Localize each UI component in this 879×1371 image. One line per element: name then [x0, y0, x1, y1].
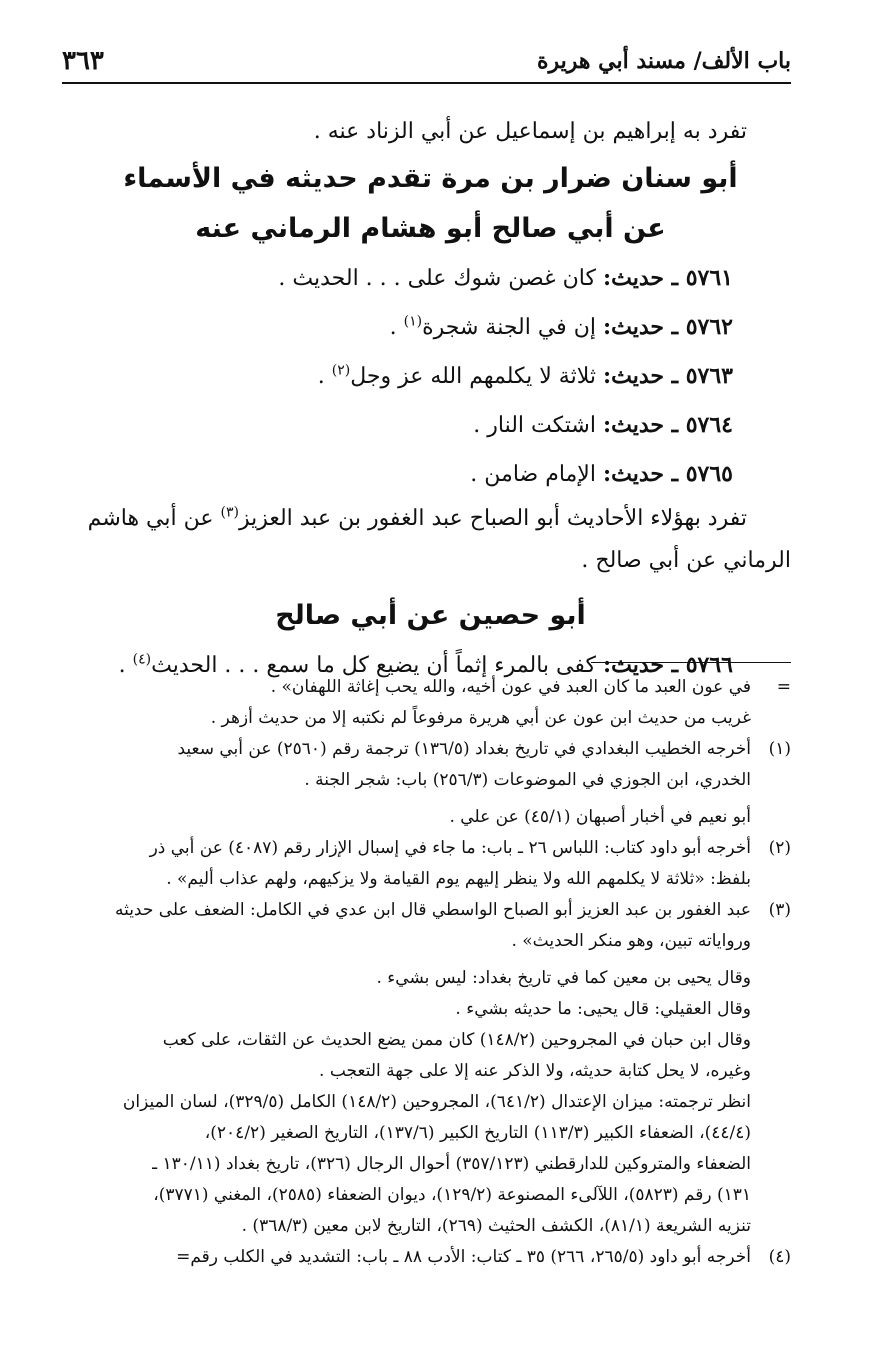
hadith-entry: ٥٧٦٣ ـ حديث: ثلاثة لا يكلمهم الله عز وجل$^{(٢)}$ .: [317, 362, 733, 389]
hadith-entry: ٥٧٦٤ ـ حديث: اشتكت النار .: [473, 412, 733, 438]
footnote-marker: =: [776, 677, 791, 697]
hadith-text: إن في الجنة شجرة: [422, 315, 596, 340]
footnote-continuation: [66, 672, 791, 734]
footnote-line: وقال العقيلي: قال يحيى: ما حديثه بشيء .: [455, 999, 751, 1019]
hadith-end: .: [389, 315, 404, 340]
footnote-divider: [591, 662, 791, 663]
footnote-line: ورواياته تبين، وهو منكر الحديث» .: [511, 931, 751, 951]
footnote-line: أخرجه أبو داود كتاب: اللباس ٢٦ ـ باب: ما جاء في إسبال الإزار رقم (٤٠٨٧) عن أبي ذر: [149, 838, 751, 858]
hadith-entry: ٥٧٦٢ ـ حديث: إن في الجنة شجرة$^{(١)}$ .: [389, 313, 733, 340]
summary-line-2: الرماني عن أبي صالح .: [581, 548, 791, 573]
hadith-text: كان غصن شوك على . . . الحديث .: [278, 266, 596, 291]
footnote-ref[interactable]: (٢): [331, 362, 351, 379]
footnote-line: أبو نعيم في أخبار أصبهان (٤٥/١) عن علي .: [449, 807, 751, 827]
footnote-ref[interactable]: (٤): [132, 651, 152, 668]
footnote-line: الخدري، ابن الجوزي في الموضوعات (٢٥٦/٣) باب: شجر الجنة .: [304, 770, 751, 790]
footnote-marker: (٤): [768, 1247, 791, 1267]
hadith-text: الإمام ضامن .: [470, 462, 596, 487]
hadith-text: اشتكت النار .: [473, 413, 596, 438]
footnotes: [66, 672, 791, 1273]
footnote-line: في عون العبد ما كان العبد في عون أخيه، والله يحب إغاثة اللهفان» .: [270, 677, 751, 697]
footnote-line: بلفظ: «ثلاثة لا يكلمهم الله ولا ينظر إليهم يوم القيامة ولا يزكيهم، ولهم عذاب أليم» .: [166, 869, 751, 889]
section-heading-1-line-1: أبو سنان ضرار بن مرة تقدم حديثه في الأسماء: [123, 163, 738, 194]
main-text: [70, 110, 791, 690]
footnote-line: تنزيه الشريعة (٨١/١)، الكشف الحثيث (٢٦٩)، التاريخ لابن معين (٣٦٨/٣) .: [241, 1216, 751, 1236]
summary-line-1: [70, 499, 791, 539]
hadith-text: كفى بالمرء إثماً أن يضيع كل ما سمع . . . الحديث: [151, 653, 596, 678]
footnote-2: [66, 833, 791, 895]
footnote-marker: (٢): [768, 838, 791, 858]
footnote-line: أخرجه الخطيب البغدادي في تاريخ بغداد (١٣٦/٥) ترجمة رقم (٢٥٦٠) عن أبي سعيد: [177, 739, 751, 759]
section-heading-1-line-2: عن أبي صالح أبو هشام الرماني عنه: [195, 213, 666, 244]
hadith-number: ٥٧٦٢: [685, 314, 733, 340]
footnote-1: [66, 734, 791, 833]
running-head: باب الألف/ مسند أبي هريرة: [527, 48, 791, 74]
footnote-marker: (١): [768, 739, 791, 759]
footnote-line: أخرجه أبو داود (٢٦٥/٥، ٢٦٦) ٣٥ ـ كتاب: الأدب ٨٨ ـ باب: التشديد في الكلب رقم=: [176, 1247, 751, 1267]
section-heading-2: أبو حصين عن أبي صالح: [275, 600, 586, 631]
footnote-3: [66, 895, 791, 1242]
hadith-entry: ٥٧٦٥ ـ حديث: الإمام ضامن .: [470, 461, 733, 487]
footnote-ref[interactable]: (١): [403, 313, 423, 330]
header-rule: [62, 82, 791, 84]
footnote-4: [66, 1242, 791, 1273]
hadith-number: ٥٧٦٤: [685, 412, 733, 438]
footnote-line: وقال ابن حبان في المجروحين (١٤٨/٢) كان ممن يضع الحديث عن الثقات، على كعب: [162, 1030, 751, 1050]
intro-line: تفرد به إبراهيم بن إسماعيل عن أبي الزناد عنه .: [313, 119, 747, 144]
page-header: [62, 44, 791, 84]
footnote-marker: (٣): [768, 900, 791, 920]
hadith-entry: ٥٧٦١ ـ حديث: كان غصن شوك على . . . الحديث .: [278, 265, 733, 291]
hadith-keyword: حديث:: [602, 363, 664, 389]
hadith-number: ٥٧٦٦: [685, 652, 733, 678]
footnote-ref[interactable]: (٣): [220, 504, 239, 521]
hadith-text: ثلاثة لا يكلمهم الله عز وجل: [350, 364, 596, 389]
hadith-keyword: حديث:: [602, 412, 664, 438]
footnote-line: الضعفاء والمتروكين للدارقطني (٣٥٧/١٢٣) أحوال الرجال (٣٢٦)، تاريخ بغداد (١٣٠/١١ ـ: [152, 1154, 751, 1174]
footnote-line: غريب من حديث ابن عون عن أبي هريرة مرفوعاً لم نكتبه إلا من حديث أزهر .: [210, 708, 751, 728]
hadith-entry: ٥٧٦٦ ـ حديث: كفى بالمرء إثماً أن يضيع كل ما سمع . . . الحديث$^{(٤)}$ .: [118, 651, 733, 678]
page-number: ٣٦٣: [62, 46, 114, 76]
footnote-line: وقال يحيى بن معين كما في تاريخ بغداد: ليس بشيء .: [376, 968, 751, 988]
footnote-line: عبد الغفور بن عبد العزيز أبو الصباح الواسطي قال ابن عدي في الكامل: الضعف على حديثه: [114, 900, 751, 920]
hadith-keyword: حديث:: [602, 265, 664, 291]
footnote-line: انظر ترجمته: ميزان الإعتدال (٦٤١/٢)، المجروحين (١٤٨/٢) الكامل (٣٢٩/٥)، لسان الميزان: [122, 1092, 751, 1112]
hadith-number: ٥٧٦١: [685, 265, 733, 291]
summary-text: تفرد بهؤلاء الأحاديث أبو الصباح عبد الغفور بن عبد العزيز: [238, 506, 747, 531]
hadith-keyword: حديث:: [602, 652, 664, 678]
hadith-number: ٥٧٦٣: [685, 363, 733, 389]
hadith-end: .: [118, 653, 133, 678]
footnote-line: ١٣١) رقم (٥٨٢٣)، اللآلىء المصنوعة (١٢٩/٢)، ديوان الضعفاء (٢٥٨٥)، المغني (٣٧٧١)،: [153, 1185, 751, 1205]
footnote-line: وغيره، لا يحل كتابة حديثه، ولا الذكر عنه إلا على جهة التعجب .: [319, 1061, 751, 1081]
summary-text-end: عن أبي هاشم: [87, 506, 221, 531]
footnote-line: (٤٤/٤)، الضعفاء الكبير (١١٣/٣) التاريخ الكبير (١٣٧/٦)، التاريخ الصغير (٢٠٤/٢)،: [204, 1123, 751, 1143]
hadith-keyword: حديث:: [602, 461, 664, 487]
hadith-keyword: حديث:: [602, 314, 664, 340]
hadith-end: .: [317, 364, 332, 389]
hadith-number: ٥٧٦٥: [685, 461, 733, 487]
